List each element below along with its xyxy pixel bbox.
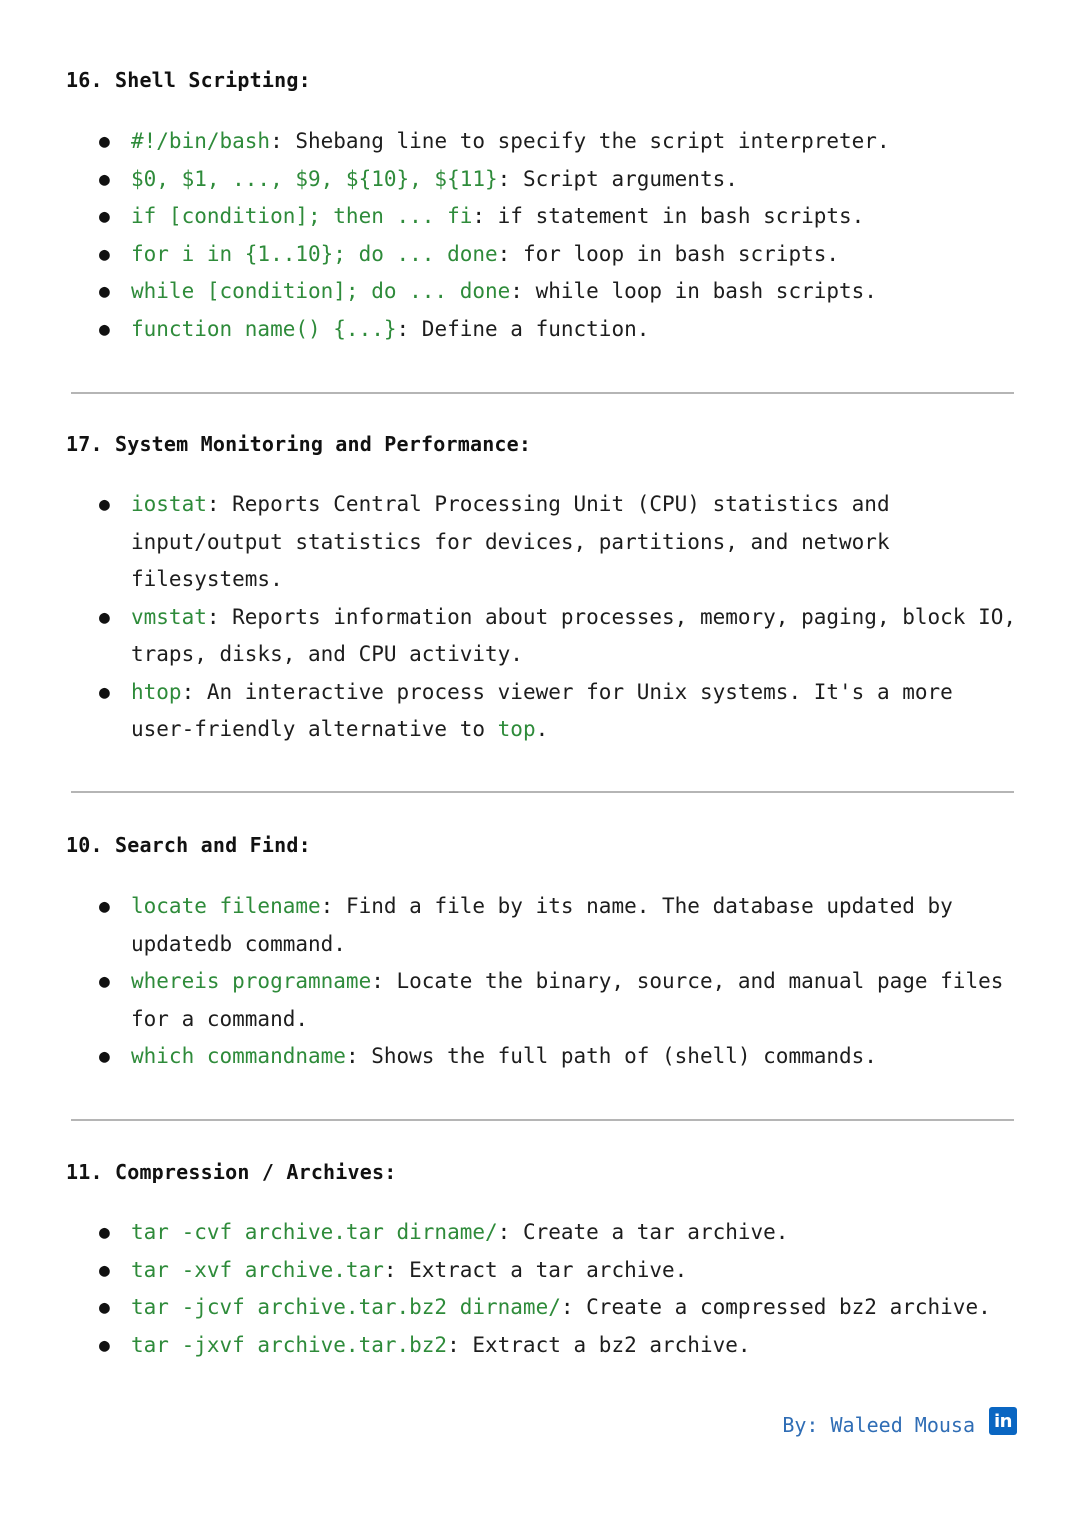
list-item [0, 599, 1087, 674]
command-description: : Shebang line to specify the script interpreter. [270, 129, 890, 153]
section-heading: 10. Search and Find: [66, 833, 311, 857]
bullet-icon: ● [99, 281, 110, 302]
section-heading: 17. System Monitoring and Performance: [66, 432, 532, 456]
command-code: function name() {...} [131, 316, 397, 341]
list-item [0, 1252, 1087, 1290]
list-item [0, 198, 1087, 236]
command-code: tar -jxvf archive.tar.bz2 [131, 1332, 448, 1357]
bullet-icon: ● [99, 1222, 110, 1243]
bullet-icon: ● [99, 971, 110, 992]
command-description: : Reports Central Processing Unit (CPU) statistics and input/output statistics for devices, partitions, and network filesystems. [131, 492, 890, 591]
bullet-icon: ● [99, 206, 110, 227]
bullet-icon: ● [99, 494, 110, 515]
bullet-icon: ● [99, 243, 110, 265]
command-code: for i in {1..10}; do ... done [131, 241, 498, 266]
bullet-icon: ● [99, 681, 110, 703]
list-item [0, 1327, 1087, 1365]
command-code: tar -jcvf archive.tar.bz2 dirname/ [131, 1295, 561, 1319]
list-item [0, 486, 1087, 599]
bullet-icon: ● [99, 168, 110, 190]
command-description: : Extract a tar archive. [383, 1257, 688, 1282]
list-item [0, 273, 1087, 311]
bullet-icon: ● [99, 1334, 110, 1356]
section-heading: 16. Shell Scripting: [66, 68, 311, 92]
linkedin-icon[interactable]: in [989, 1407, 1017, 1435]
command-code: tar -cvf archive.tar dirname/ [131, 1220, 498, 1244]
bullet-icon: ● [99, 131, 110, 152]
list-item [0, 311, 1087, 349]
author-credit: By: Waleed Mousa [782, 1413, 975, 1437]
command-description: : Reports information about processes, memory, paging, block IO, traps, disks, and CPU activity. [131, 604, 1017, 666]
section-divider [71, 1119, 1014, 1121]
command-code: if [condition]; then ... fi [131, 204, 473, 228]
command-code: whereis programname [131, 969, 372, 993]
command-description: : Extract a bz2 archive. [447, 1332, 751, 1357]
list-item [0, 963, 1087, 1038]
bullet-icon: ● [99, 896, 110, 917]
list-item [0, 161, 1087, 199]
command-code: vmstat [131, 604, 207, 629]
section-divider [71, 392, 1014, 394]
command-description: : for loop in bash scripts. [497, 241, 840, 266]
list-item [0, 236, 1087, 274]
section-divider [71, 791, 1014, 793]
bullet-icon: ● [99, 1046, 110, 1067]
command-description: : Create a compressed bz2 archive. [560, 1295, 991, 1319]
item-list [0, 123, 1087, 348]
command-code-inline: top [497, 717, 536, 741]
command-description: : Locate the binary, source, and manual page files for a command. [131, 969, 1004, 1031]
section-heading: 11. Compression / Archives: [66, 1160, 397, 1184]
command-code: locate filename [131, 894, 321, 918]
command-description: : An interactive process viewer for Unix systems. It's a more user-friendly alternative to [131, 679, 953, 741]
command-description-end: . [535, 717, 549, 741]
bullet-icon: ● [99, 1297, 110, 1318]
command-description: : Create a tar archive. [497, 1220, 789, 1244]
item-list [0, 888, 1087, 1076]
list-item [0, 674, 1087, 749]
bullet-icon: ● [99, 606, 110, 628]
bullet-icon: ● [99, 1259, 110, 1281]
command-description: : while loop in bash scripts. [510, 279, 877, 303]
bullet-icon: ● [99, 318, 110, 340]
command-code: #!/bin/bash [131, 129, 271, 153]
list-item [0, 1038, 1087, 1076]
item-list [0, 1214, 1087, 1364]
list-item [0, 1289, 1087, 1327]
command-description: : Find a file by its name. The database updated by updatedb command. [131, 894, 953, 956]
command-description: : Define a function. [396, 316, 650, 341]
command-code: which commandname [131, 1044, 346, 1068]
command-description: : Script arguments. [497, 166, 738, 191]
command-code: while [condition]; do ... done [131, 279, 511, 303]
command-code: htop [131, 679, 182, 704]
command-code: tar -xvf archive.tar [131, 1257, 384, 1282]
command-code: $0, $1, ..., $9, ${10}, ${11} [131, 166, 498, 191]
command-description: : if statement in bash scripts. [472, 204, 865, 228]
author-footer [782, 1403, 1017, 1439]
item-list [0, 486, 1087, 749]
command-code: iostat [131, 492, 207, 516]
list-item [0, 1214, 1087, 1252]
command-description: : Shows the full path of (shell) commands. [345, 1044, 877, 1068]
list-item [0, 888, 1087, 963]
list-item [0, 123, 1087, 161]
